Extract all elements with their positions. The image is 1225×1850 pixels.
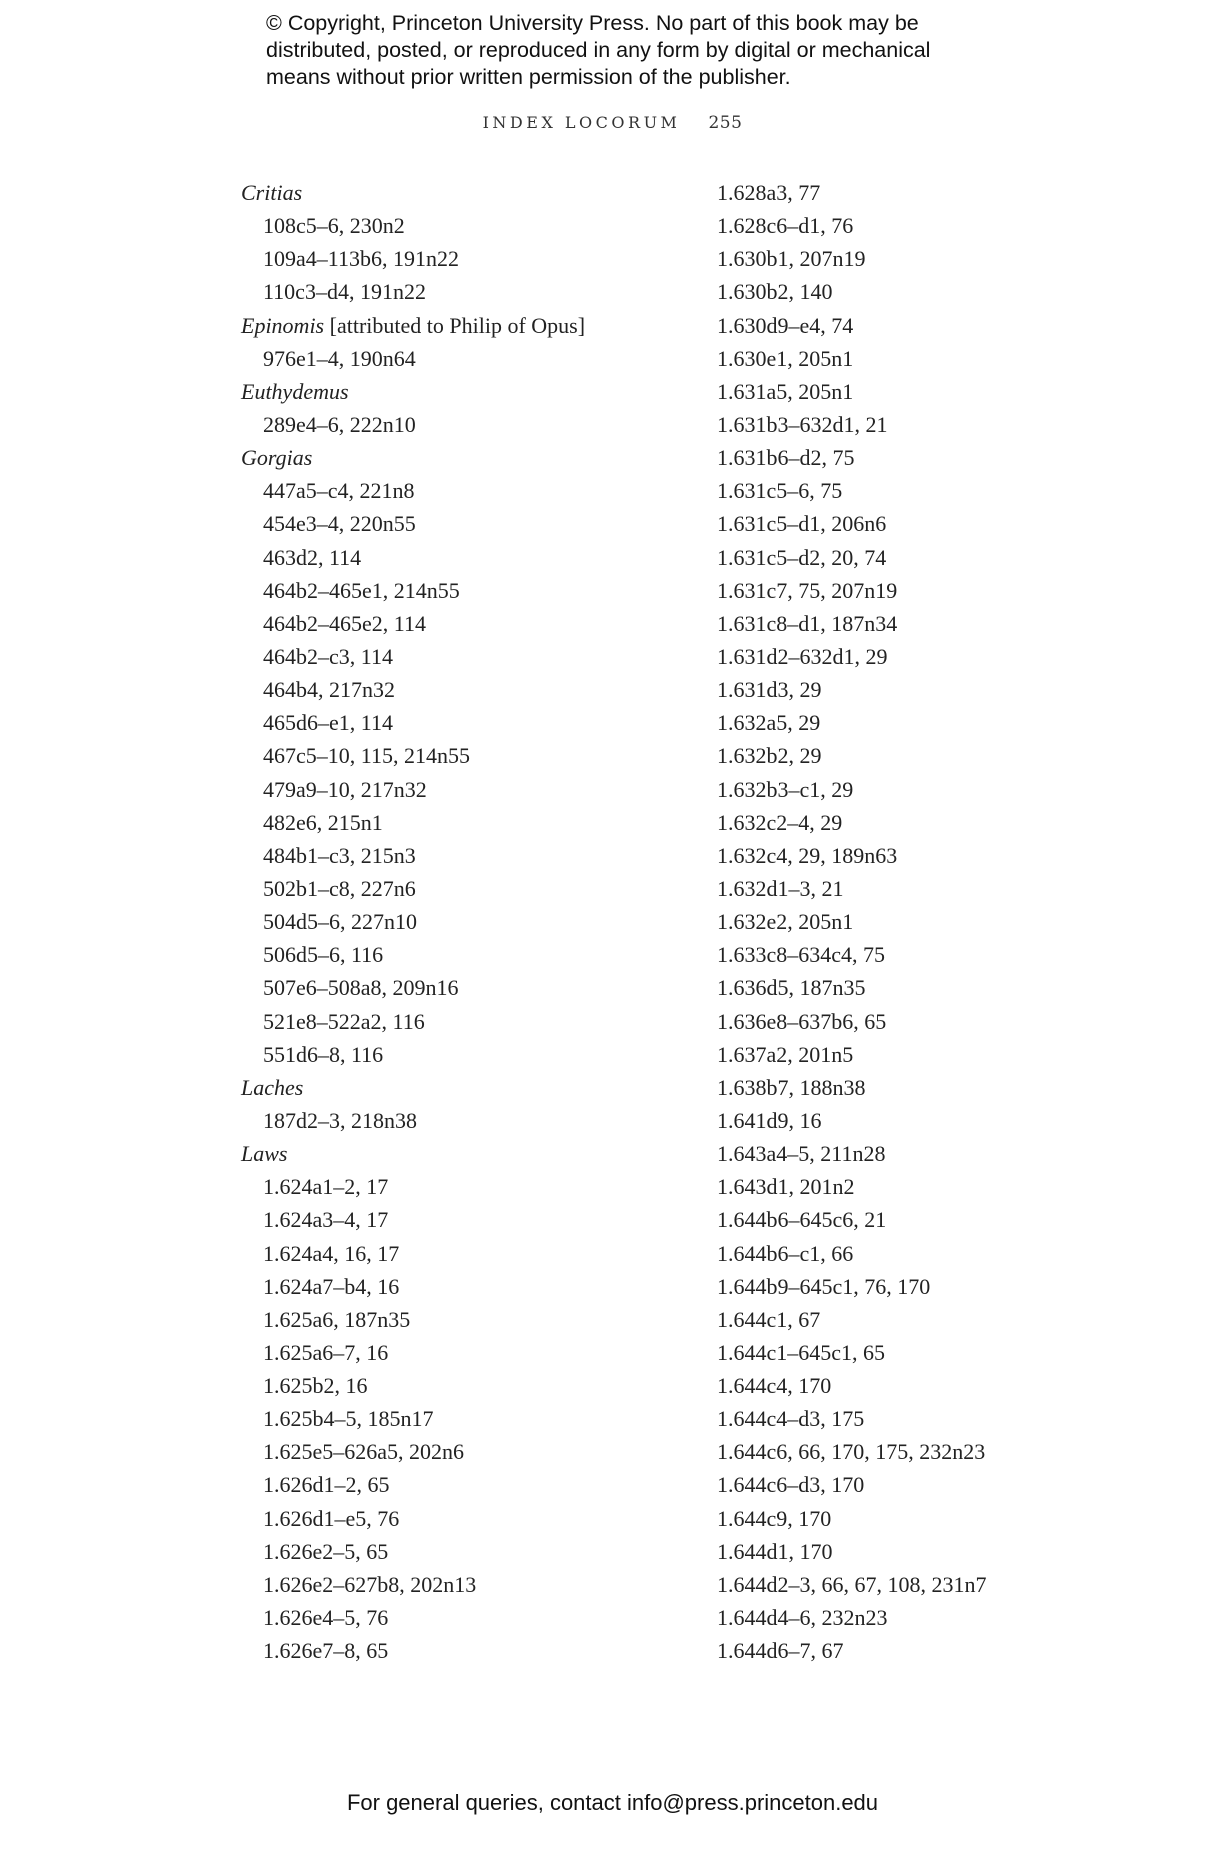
entry-text: 1.624a7–b4, 16 bbox=[263, 1273, 400, 1299]
index-entry: 1.644c6, 66, 170, 175, 232n23 bbox=[717, 1439, 986, 1465]
index-entry bbox=[241, 1270, 681, 1303]
index-entry: 1.643d1, 201n2 bbox=[717, 1174, 855, 1200]
entry-text: 1.626e4–5, 76 bbox=[263, 1605, 389, 1631]
index-entry: 1.644d6–7, 67 bbox=[717, 1638, 844, 1664]
index-entry: 1.631c5–d2, 20, 74 bbox=[717, 544, 887, 570]
index-entry: 1.631c5–6, 75 bbox=[717, 478, 843, 504]
entry-text: 1.626e2–5, 65 bbox=[263, 1538, 389, 1564]
index-entry bbox=[241, 839, 681, 872]
entry-text: 464b4, 217n32 bbox=[263, 677, 395, 703]
index-entry bbox=[241, 706, 681, 739]
index-heading bbox=[241, 1137, 681, 1170]
entry-text: 447a5–c4, 221n8 bbox=[263, 478, 415, 504]
entry-text: 521e8–522a2, 116 bbox=[263, 1008, 425, 1034]
index-entry bbox=[241, 1601, 681, 1634]
index-entry bbox=[241, 806, 681, 839]
index-entry: 1.628a3, 77 bbox=[717, 180, 821, 205]
index-entry bbox=[241, 242, 681, 275]
entry-text: 1.626e7–8, 65 bbox=[263, 1638, 389, 1664]
index-entry bbox=[241, 275, 681, 308]
entry-text: 1.624a4, 16, 17 bbox=[263, 1240, 400, 1266]
index-entry: 1.631b3–632d1, 21 bbox=[717, 411, 888, 437]
index-entry: 1.632c4, 29, 189n63 bbox=[717, 842, 898, 868]
index-entry bbox=[241, 1468, 681, 1501]
entry-text: 109a4–113b6, 191n22 bbox=[263, 246, 459, 272]
index-entry bbox=[241, 1568, 681, 1601]
entry-text: 507e6–508a8, 209n16 bbox=[263, 975, 459, 1001]
entry-text: 479a9–10, 217n32 bbox=[263, 776, 427, 802]
index-entry: 1.644d1, 170 bbox=[717, 1538, 833, 1564]
entry-text: 464b2–c3, 114 bbox=[263, 643, 393, 669]
index-entry bbox=[241, 673, 681, 706]
index-entry bbox=[241, 1038, 681, 1071]
index-entry: 1.638b7, 188n38 bbox=[717, 1074, 866, 1100]
index-entry bbox=[241, 905, 681, 938]
index-entry: 1.644d4–6, 232n23 bbox=[717, 1605, 888, 1631]
index-entry bbox=[241, 1336, 681, 1369]
index-entry bbox=[241, 209, 681, 242]
index-entry: 1.644b9–645c1, 76, 170 bbox=[717, 1273, 931, 1299]
index-entry bbox=[241, 1104, 681, 1137]
index-entry: 1.630d9–e4, 74 bbox=[717, 312, 854, 338]
footer-contact: For general queries, contact info@press.princeton.edu bbox=[346, 1790, 879, 1815]
entry-text: 1.625a6–7, 16 bbox=[263, 1339, 389, 1365]
index-entry: 1.644c6–d3, 170 bbox=[717, 1472, 865, 1498]
index-heading bbox=[241, 375, 681, 408]
index-entry bbox=[241, 408, 681, 441]
index-entry: 1.628c6–d1, 76 bbox=[717, 213, 854, 239]
entry-text: Euthydemus bbox=[241, 378, 349, 404]
copyright-line: distributed, posted, or reproduced in any form by digital or mechanical bbox=[266, 38, 931, 62]
entry-text: 1.626d1–2, 65 bbox=[263, 1472, 390, 1498]
index-heading bbox=[241, 1071, 681, 1104]
index-entry: 1.631d2–632d1, 29 bbox=[717, 643, 888, 669]
index-entry bbox=[241, 1237, 681, 1270]
index-entry: 1.644c1, 67 bbox=[717, 1306, 821, 1332]
index-entry: 1.641d9, 16 bbox=[717, 1107, 822, 1133]
entry-text: 1.625e5–626a5, 202n6 bbox=[263, 1439, 465, 1465]
index-entry bbox=[241, 574, 681, 607]
entry-text: 1.624a3–4, 17 bbox=[263, 1207, 389, 1233]
index-entry: 1.636e8–637b6, 65 bbox=[717, 1008, 887, 1034]
entry-text: 1.625a6, 187n35 bbox=[263, 1306, 411, 1332]
index-entry bbox=[241, 1502, 681, 1535]
entry-text: 289e4–6, 222n10 bbox=[263, 411, 416, 437]
index-entry: 1.631b6–d2, 75 bbox=[717, 445, 855, 471]
entry-text: 506d5–6, 116 bbox=[263, 942, 384, 968]
index-entry bbox=[241, 1535, 681, 1568]
index-entry: 1.637a2, 201n5 bbox=[717, 1041, 854, 1067]
index-entry bbox=[241, 773, 681, 806]
index-entry: 1.632b3–c1, 29 bbox=[717, 776, 854, 802]
copyright-notice bbox=[266, 10, 1026, 91]
index-entry bbox=[241, 739, 681, 772]
entry-text: 187d2–3, 218n38 bbox=[263, 1107, 417, 1133]
entry-text: 1.624a1–2, 17 bbox=[263, 1174, 389, 1200]
index-entry bbox=[241, 1402, 681, 1435]
index-entry: 1.643a4–5, 211n28 bbox=[717, 1141, 886, 1167]
index-entry bbox=[241, 872, 681, 905]
index-heading bbox=[241, 441, 681, 474]
index-entry bbox=[241, 1005, 681, 1038]
index-entry bbox=[241, 507, 681, 540]
index-entry bbox=[241, 1634, 681, 1667]
index-column-left bbox=[241, 176, 681, 1667]
index-entry: 1.644c4, 170 bbox=[717, 1373, 832, 1399]
index-heading bbox=[241, 176, 681, 209]
index-entry bbox=[241, 1369, 681, 1402]
entry-note: [attributed to Philip of Opus] bbox=[324, 312, 586, 338]
running-head bbox=[0, 113, 1225, 133]
entry-text: 976e1–4, 190n64 bbox=[263, 345, 416, 371]
copyright-line: © Copyright, Princeton University Press. No part of this book may be bbox=[266, 11, 919, 35]
index-entry: 1.644c4–d3, 175 bbox=[717, 1406, 865, 1432]
index-entry: 1.632e2, 205n1 bbox=[717, 909, 854, 935]
entry-text: 1.625b4–5, 185n17 bbox=[263, 1406, 434, 1432]
index-entry: 1.632d1–3, 21 bbox=[717, 875, 844, 901]
entry-text: 1.625b2, 16 bbox=[263, 1373, 368, 1399]
entry-text: 108c5–6, 230n2 bbox=[263, 213, 405, 239]
index-column-right bbox=[717, 176, 1197, 1667]
index-entry: 1.633c8–634c4, 75 bbox=[717, 942, 886, 968]
index-entry bbox=[241, 1203, 681, 1236]
index-entry bbox=[241, 1435, 681, 1468]
index-entry: 1.644c9, 170 bbox=[717, 1505, 832, 1531]
index-entry bbox=[241, 607, 681, 640]
index-entry bbox=[241, 640, 681, 673]
index-entry bbox=[241, 474, 681, 507]
entry-text: 1.626d1–e5, 76 bbox=[263, 1505, 400, 1531]
entry-text: 504d5–6, 227n10 bbox=[263, 909, 417, 935]
entry-text: Gorgias bbox=[241, 445, 313, 471]
entry-text: 1.626e2–627b8, 202n13 bbox=[263, 1571, 477, 1597]
index-entry: 1.644c1–645c1, 65 bbox=[717, 1339, 886, 1365]
index-entry: 1.631c8–d1, 187n34 bbox=[717, 610, 898, 636]
index-entry: 1.630b1, 207n19 bbox=[717, 246, 866, 272]
page-number: 255 bbox=[708, 113, 743, 133]
entry-text: Critias bbox=[241, 180, 303, 205]
index-entry: 1.632b2, 29 bbox=[717, 743, 822, 769]
entry-text: 551d6–8, 116 bbox=[263, 1041, 384, 1067]
running-head-title: INDEX LOCORUM bbox=[482, 113, 681, 132]
index-entry bbox=[241, 541, 681, 574]
index-entry: 1.644b6–c1, 66 bbox=[717, 1240, 854, 1266]
index-entry: 1.631d3, 29 bbox=[717, 677, 822, 703]
index-entry bbox=[241, 1170, 681, 1203]
entry-text: Laws bbox=[241, 1141, 288, 1167]
entry-text: 110c3–d4, 191n22 bbox=[263, 279, 426, 305]
index-entry: 1.632c2–4, 29 bbox=[717, 809, 843, 835]
copyright-line: means without prior written permission of the publisher. bbox=[266, 65, 791, 89]
index-entry: 1.631c5–d1, 206n6 bbox=[717, 511, 887, 537]
entry-text: 463d2, 114 bbox=[263, 544, 362, 570]
entry-text: 464b2–465e2, 114 bbox=[263, 610, 426, 636]
entry-text: 467c5–10, 115, 214n55 bbox=[263, 743, 470, 769]
entry-text: 454e3–4, 220n55 bbox=[263, 511, 416, 537]
index-entry: 1.631a5, 205n1 bbox=[717, 378, 854, 404]
entry-text: Epinomis bbox=[241, 312, 325, 338]
index-entry bbox=[241, 1303, 681, 1336]
index-entry: 1.632a5, 29 bbox=[717, 710, 821, 736]
entry-text: 502b1–c8, 227n6 bbox=[263, 875, 416, 901]
index-entry bbox=[241, 938, 681, 971]
index-entry: 1.631c7, 75, 207n19 bbox=[717, 577, 898, 603]
entry-text: 465d6–e1, 114 bbox=[263, 710, 393, 736]
entry-text: 482e6, 215n1 bbox=[263, 809, 383, 835]
index-entry: 1.644b6–645c6, 21 bbox=[717, 1207, 887, 1233]
index-entry: 1.630e1, 205n1 bbox=[717, 345, 854, 371]
index-entry: 1.636d5, 187n35 bbox=[717, 975, 866, 1001]
entry-text: 484b1–c3, 215n3 bbox=[263, 842, 416, 868]
index-heading bbox=[241, 309, 681, 342]
index-entry: 1.630b2, 140 bbox=[717, 279, 833, 305]
index-entry bbox=[241, 971, 681, 1004]
index-entry bbox=[241, 342, 681, 375]
index-entry: 1.644d2–3, 66, 67, 108, 231n7 bbox=[717, 1571, 987, 1597]
entry-text: 464b2–465e1, 214n55 bbox=[263, 577, 460, 603]
entry-text: Laches bbox=[241, 1074, 304, 1100]
